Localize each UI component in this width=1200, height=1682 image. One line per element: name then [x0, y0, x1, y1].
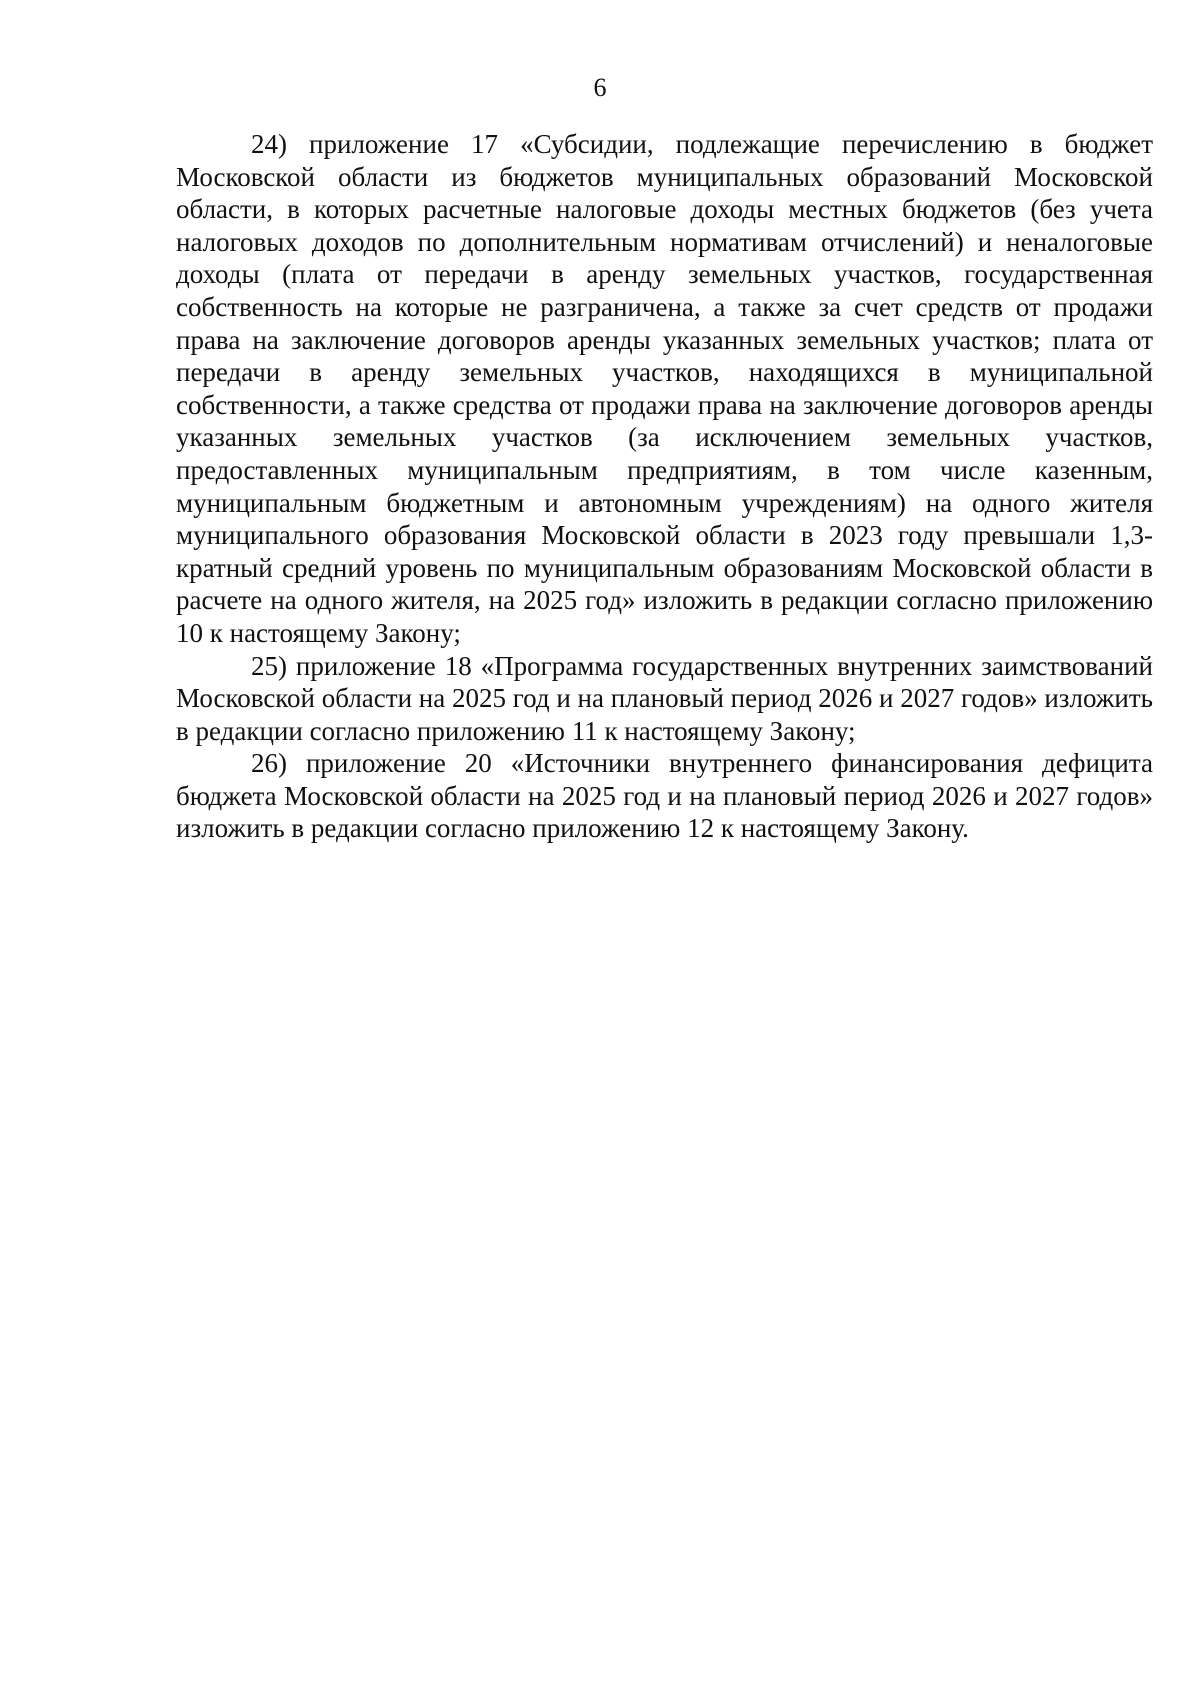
document-body [176, 128, 1153, 845]
paragraph-item-25: 25) приложение 18 «Программа государственных внутренних заимствований Московской области на 2025 год и на плановый период 2026 и 2027 годов» изложить в редакции согласно приложению 11 к настоящему Закону; [176, 650, 1153, 746]
page-number: 6 [593, 73, 607, 102]
paragraph-item-24: 24) приложение 17 «Субсидии, подлежащие перечислению в бюджет Московской области из бюджетов муниципальных образований Московской области, в которых расчетные налоговые доходы местных бюджетов (без учета налоговых доходов по дополнительным нормативам отчислений) и неналоговые доходы (плата от передачи в аренду земельных участков, государственная собственность на которые не разграничена, а также за счет средств от продажи права на заключение договоров аренды указанных земельных участков; плата от передачи в аренду земельных участков, находящихся в муниципальной собственности, а также средства от продажи права на заключение договоров аренды указанных земельных участков (за исключением земельных участков, предоставленных муниципальным предприятиям, в том числе казенным, муниципальным бюджетным и автономным учреждениям) на одного жителя муниципального образования Московской области в 2023 году превышали 1,3-кратный средний уровень по муниципальным образованиям Московской области в расчете на одного жителя, на 2025 год» изложить в редакции согласно приложению 10 к настоящему Закону; [176, 129, 1153, 648]
paragraph-item-26: 26) приложение 20 «Источники внутреннего финансирования дефицита бюджета Московской области на 2025 год и на плановый период 2026 и 2027 годов» изложить в редакции согласно приложению 12 к настоящему Закону. [176, 748, 1153, 844]
